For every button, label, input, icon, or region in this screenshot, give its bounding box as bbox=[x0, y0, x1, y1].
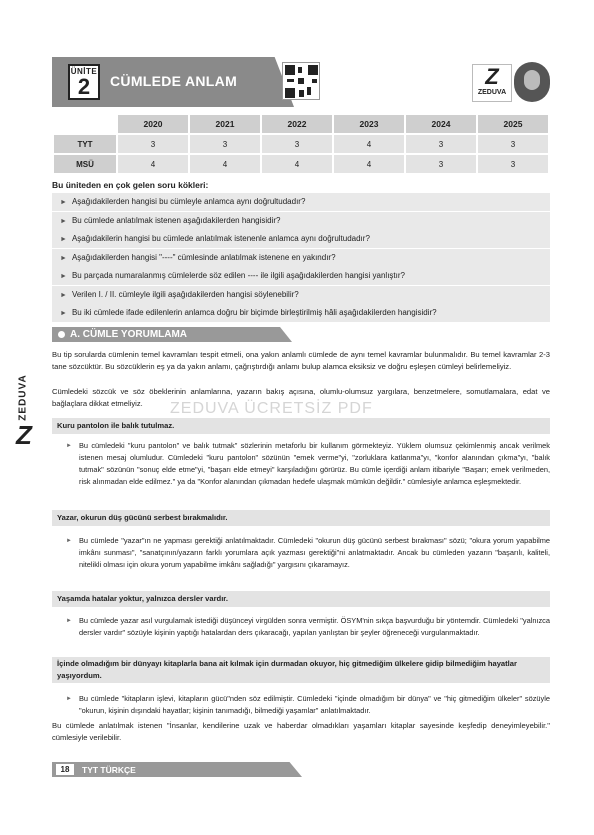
table-row bbox=[54, 135, 548, 153]
example-explanation bbox=[66, 535, 550, 571]
question-stem: Bu iki cümlede ifade edilenlerin anlamca doğru bir biçimde birleştirilmiş hâli aşağıdakilerden hangisidir? bbox=[71, 308, 437, 317]
footer-label: TYT TÜRKÇE bbox=[82, 765, 136, 775]
list-item bbox=[52, 212, 550, 230]
example-explanation bbox=[66, 615, 550, 639]
author-avatar bbox=[514, 62, 550, 102]
closing-text: Bu cümlede anlatılmak istenen "İnsanlar, kendilerine uzak ve haberdar olmadıkları yaşamları kitaplar sayesinde keşfedip deneyimleyebilir." cümlesiyle verilebilir. bbox=[52, 721, 550, 742]
column-header: 2022 bbox=[262, 115, 332, 133]
triangle-bullet-icon: ► bbox=[60, 254, 67, 262]
explanation-text: Bu cümledeki "kuru pantolon" ve balık tutmak" sözlerinin metaforlu bir kullanım görmekteyiz. Yüklem olumsuz çekimlenmiş ancak verilmek istenen mesaj olumludur. Cümledeki "kuru pantolon" sözünün "emek verme"yi, "zorluklara katlanma"yı, "konfor alanından çıkma"yı, "balık tutmak" sözünün "sonuç elde etme"yi, "başarı elde etmeyi" karşıladığını görürüz. Bu cümle içerdiği anlam itibariyle "Başarı; emek verilmeden, risk alınmadan elde edilmez." ya da "Konfor alanından çıkmadan hedefe ulaşmak mümkün değildir." cümlesiyle anlamca eşleşmektedir. bbox=[79, 441, 550, 486]
list-item bbox=[52, 286, 550, 304]
table-row bbox=[54, 155, 548, 173]
section-intro-1: Bu tip sorularda cümlenin temel kavramları tespit etmeli, ona yakın anlamlı cümlede de aynı temel kavramlar bulunmalıdır. Bu temel kavramlar 2-3 tane sözcüktür. Bu sözcüklerin eş ya da yakın anlamı, çağrıştırdığı anlamı bulup alamca eksiksiz ve doğru eşleşen cümleyi belirlemeliyiz. bbox=[52, 350, 550, 371]
table-cell: 4 bbox=[262, 155, 332, 173]
z-logo-icon: Z bbox=[16, 420, 32, 450]
list-item bbox=[52, 304, 550, 322]
question-stem: Bu cümlede anlatılmak istenen aşağıdakilerden hangisidir? bbox=[71, 215, 281, 225]
question-stem: Verilen I. / II. cümleyle ilgili aşağıdakilerden hangisi söylenebilir? bbox=[71, 289, 299, 299]
list-item bbox=[52, 193, 550, 211]
table-cell: 3 bbox=[262, 135, 332, 153]
table-cell: 4 bbox=[190, 155, 260, 173]
column-header: 2021 bbox=[190, 115, 260, 133]
triangle-bullet-icon: ► bbox=[60, 291, 67, 299]
table-cell: 4 bbox=[118, 155, 188, 173]
row-label: TYT bbox=[54, 135, 116, 153]
table-cell: 4 bbox=[334, 155, 404, 173]
triangle-bullet-icon: ► bbox=[60, 199, 67, 206]
list-item bbox=[52, 230, 550, 248]
bullet-dot-icon bbox=[58, 331, 65, 338]
table-header-row bbox=[54, 115, 548, 133]
page-number: 18 bbox=[56, 764, 74, 775]
list-item bbox=[52, 249, 550, 267]
explanation-text: Bu cümlede "kitapların işlevi, kitapların gücü"nden söz edilmiştir. Cümledeki "içinde olmadığım bir dünya" ve "hiç gitmediğim ülkeler" sözüyle "okurun, kişinin dışındaki hayatlar; kişinin tanımadığı, bilmediği yaşamlar" anlatılmaktadır. bbox=[79, 694, 550, 715]
triangle-bullet-icon: ► bbox=[66, 696, 72, 702]
triangle-bullet-icon: ► bbox=[66, 618, 72, 624]
question-stem: Aşağıdakilerden hangisi "----" cümlesinde anlatılmak istenene en yakındır? bbox=[71, 252, 336, 262]
triangle-bullet-icon: ► bbox=[60, 273, 67, 280]
column-header: 2025 bbox=[478, 115, 548, 133]
row-label: MSÜ bbox=[54, 155, 116, 173]
table-cell: 3 bbox=[406, 155, 476, 173]
question-stem: Aşağıdakilerden hangisi bu cümleyle anlamca aynı doğrultudadır? bbox=[71, 197, 306, 206]
example-sentence: Yazar, okurun düş gücünü serbest bırakmalıdır. bbox=[52, 510, 550, 526]
example-sentence: Yaşamda hatalar yoktur, yalnızca dersler vardır. bbox=[52, 591, 550, 607]
logo-letter: Z bbox=[485, 64, 499, 89]
table-cell: 3 bbox=[478, 135, 548, 153]
exam-stats-table bbox=[52, 113, 550, 175]
triangle-bullet-icon: ► bbox=[60, 236, 67, 243]
table-cell: 3 bbox=[190, 135, 260, 153]
table-cell: 3 bbox=[118, 135, 188, 153]
brand-logo bbox=[472, 64, 512, 102]
column-header: 2023 bbox=[334, 115, 404, 133]
section-title: A. CÜMLE YORUMLAMA bbox=[70, 329, 188, 340]
triangle-bullet-icon: ► bbox=[60, 217, 67, 225]
watermark: ZEDUVA ÜCRETSİZ PDF bbox=[170, 400, 373, 417]
table-cell: 3 bbox=[406, 135, 476, 153]
question-stem: Bu parçada numaralanmış cümlelerde söz edilen ---- ile ilgili aşağıdakilerden hangisi yanlıştır? bbox=[71, 271, 405, 280]
side-brand-text: ZEDUVA bbox=[17, 374, 29, 421]
triangle-bullet-icon: ► bbox=[66, 443, 72, 449]
unit-word: ÜNİTE bbox=[70, 67, 98, 76]
unit-title: CÜMLEDE ANLAM bbox=[110, 73, 238, 89]
section-intro-2: Cümledeki sözcük ve söz öbeklerinin anlamlarına, yazarın bakış açısına, olumlu-olumsuz yargılara, benzetmelere, somutlamalara, edat ve bağlaçlara dikkat etmeliyiz. bbox=[52, 387, 550, 408]
unit-number: 2 bbox=[77, 74, 91, 99]
question-stem: Aşağıdakilerin hangisi bu cümlede anlatılmak istenenle anlamca aynı doğrultudadır? bbox=[71, 234, 370, 243]
example-explanation bbox=[66, 693, 550, 717]
triangle-bullet-icon: ► bbox=[66, 538, 72, 544]
explanation-text: Bu cümlede "yazar"ın ne yapması gerektiği anlatılmaktadır. Cümledeki "okurun düş gücünü serbest bırakması" sözü; "okura yorum yapabilme imkânı sunması", "sanatçının/yazarın farklı yorumlara açık yazması gerektiği"ni anlatmaktadır. Ancak bu cümleden yazarın "başarılı, kaliteli, nitelikli olması için okura yorum yapabilme imkânı sağladığı" yargısını çıkaramayız. bbox=[79, 536, 550, 569]
list-item bbox=[52, 267, 550, 285]
column-header: 2024 bbox=[406, 115, 476, 133]
unit-badge bbox=[68, 64, 100, 100]
table-cell: 3 bbox=[478, 155, 548, 173]
example-sentence: Kuru pantolon ile balık tutulmaz. bbox=[52, 418, 550, 434]
triangle-bullet-icon: ► bbox=[60, 310, 67, 317]
question-stems-list bbox=[52, 193, 550, 323]
explanation-text: Bu cümlede yazar asıl vurgulamak istediği düşünceyi virgülden sonra vermiştir. ÖSYM'nin sıkça başvurduğu bir yöntemdir. Cümledeki "yalnızca dersler vardır" sözüyle kişinin yaptığı hatalardan ders çıkaracağı, yapılan yanlıştan bir şeyler öğreneceği vurgulanmaktadır. bbox=[79, 616, 550, 637]
qr-code-icon[interactable] bbox=[282, 62, 320, 100]
example-sentence: İçinde olmadığım bir dünyayı kitaplarla bana ait kılmak için durmadan okuyor, hiç gitmediğim ülkelere gidip bilmediğim hayatlar yaşıyordum. bbox=[52, 657, 550, 683]
example-explanation bbox=[66, 440, 550, 488]
logo-text: ZEDUVA bbox=[477, 89, 507, 96]
table-cell: 4 bbox=[334, 135, 404, 153]
column-header: 2020 bbox=[118, 115, 188, 133]
side-brand bbox=[14, 372, 44, 450]
questions-heading: Bu üniteden en çok gelen soru kökleri: bbox=[52, 180, 209, 190]
